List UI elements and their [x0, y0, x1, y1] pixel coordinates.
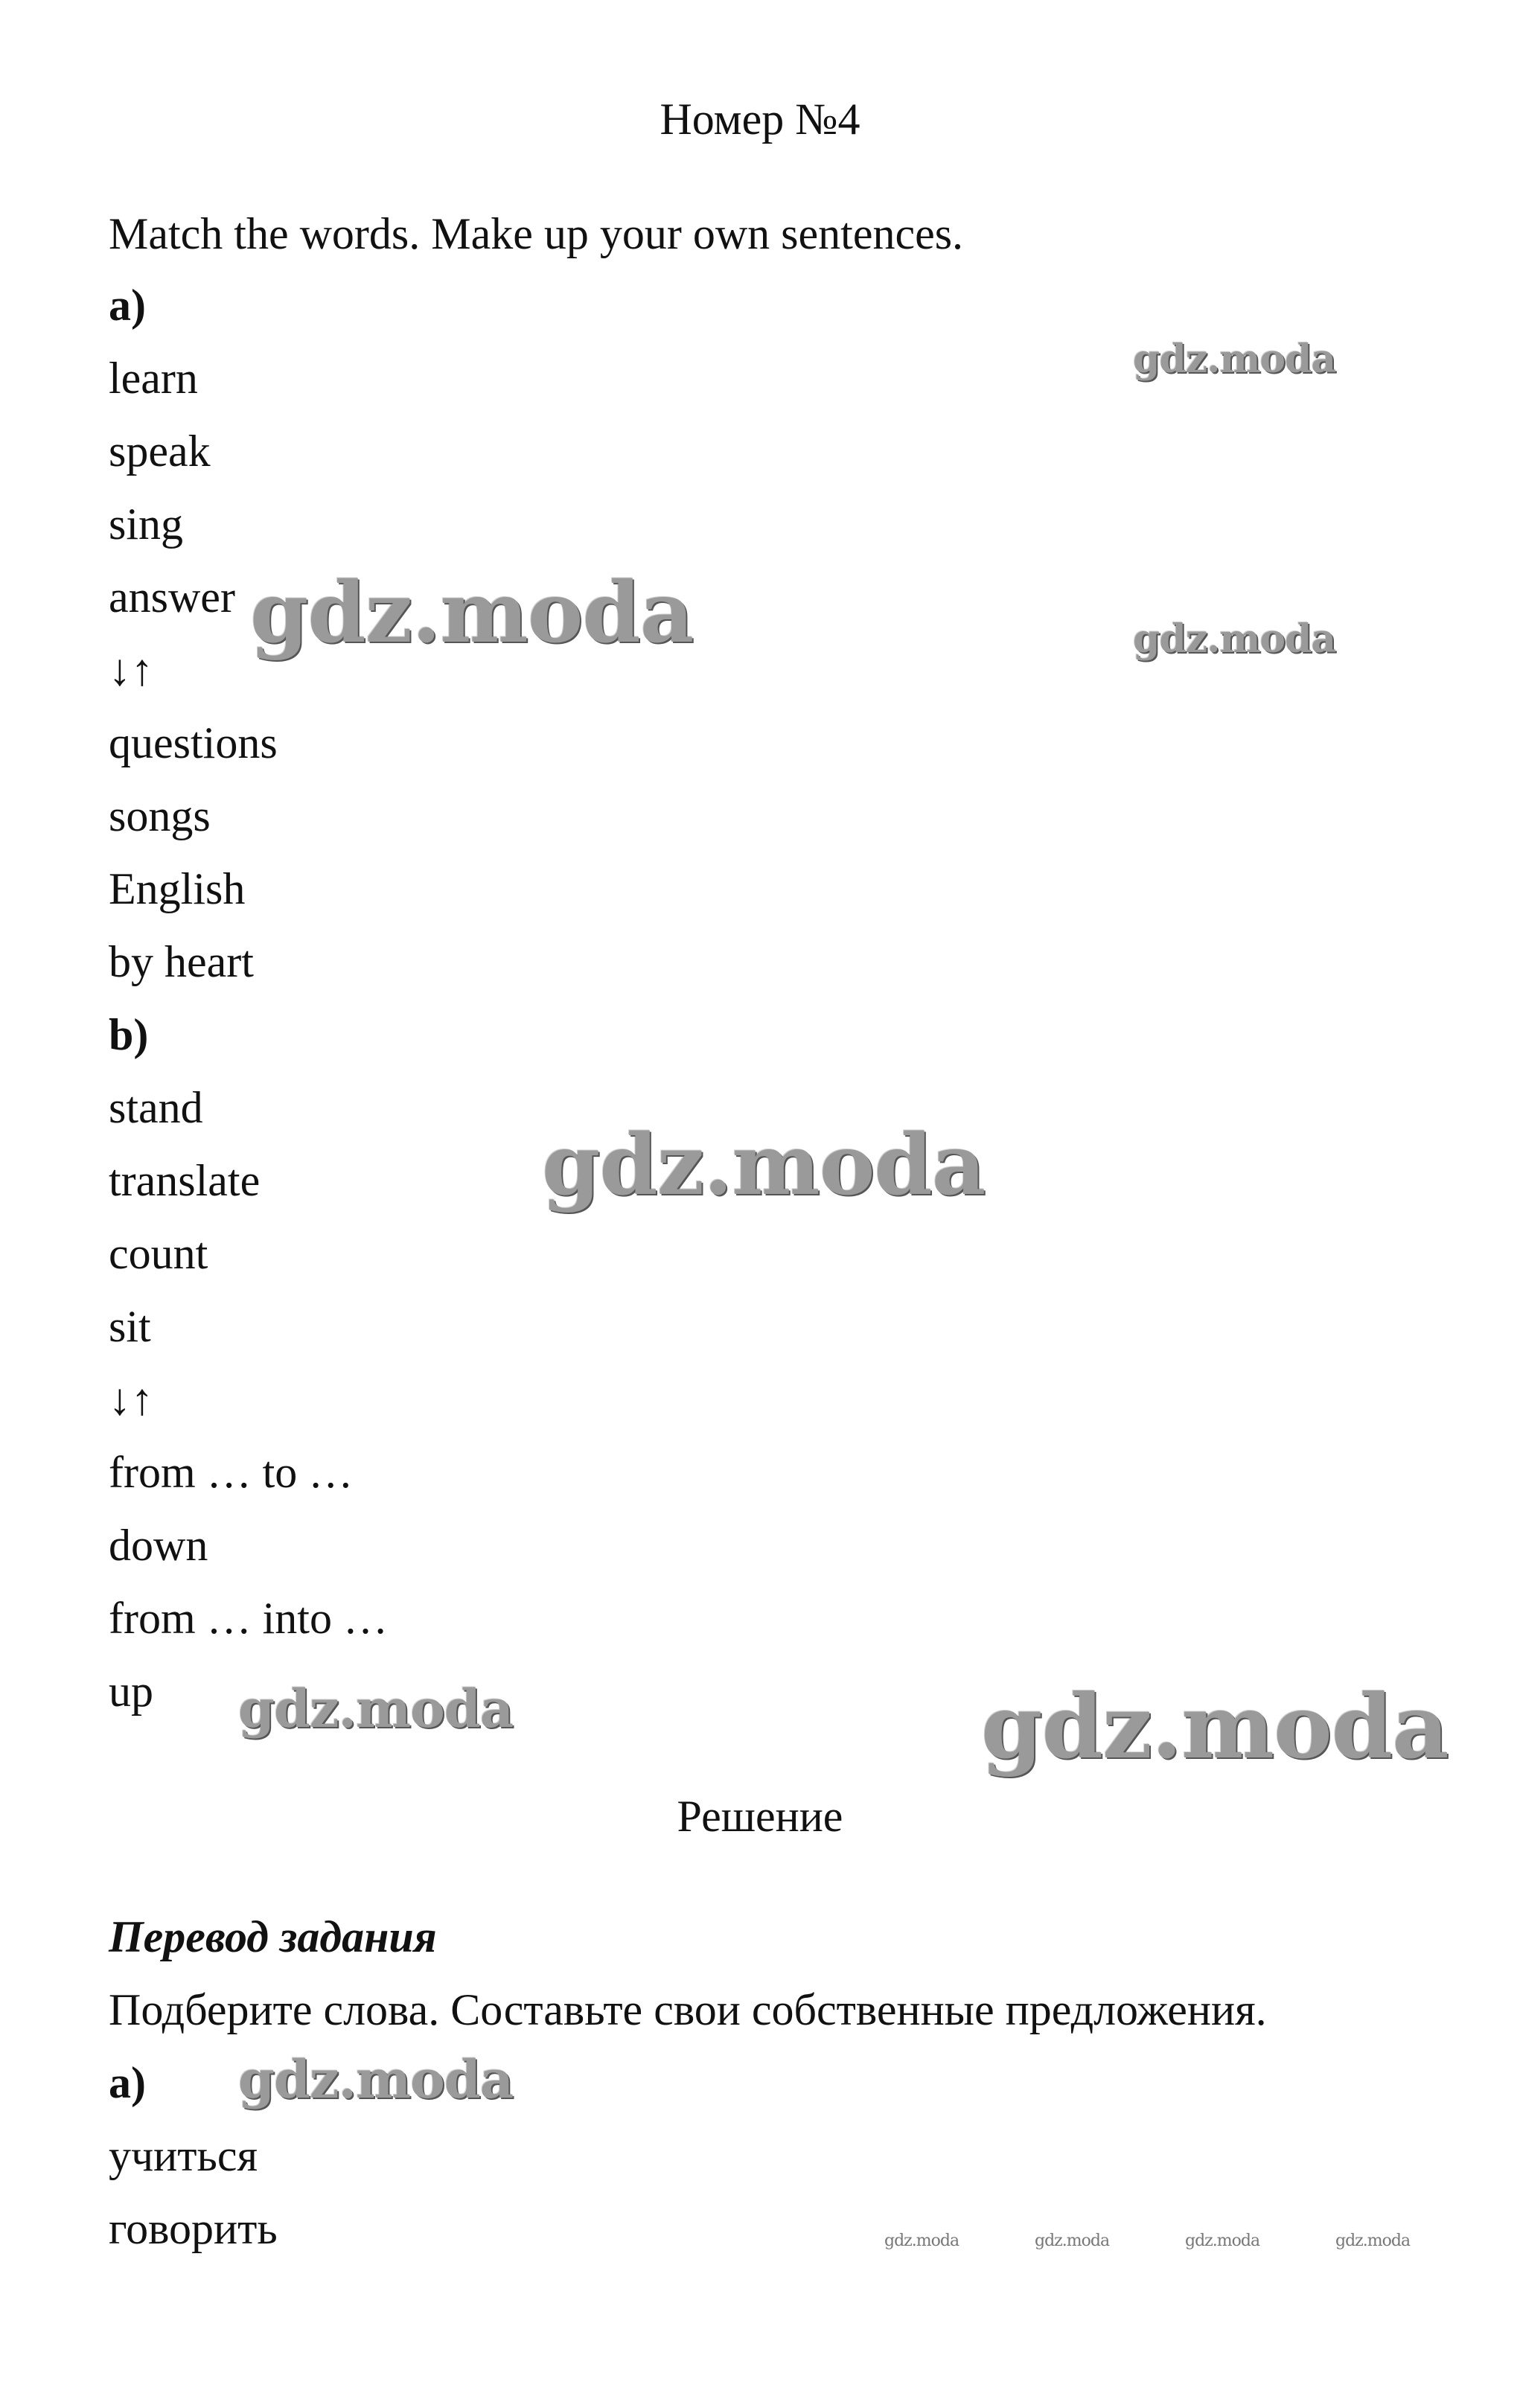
- task-instruction: Match the words. Make up your own sentences.: [109, 209, 964, 258]
- watermark: gdz.moda: [884, 2232, 959, 2250]
- watermark: gdz.moda: [1133, 336, 1336, 382]
- list-item: from … into …: [109, 1594, 388, 1643]
- watermark: gdz.moda: [1185, 2232, 1260, 2250]
- watermark: gdz.moda: [1335, 2232, 1411, 2250]
- part-b-label: b): [109, 1010, 149, 1059]
- watermark: gdz.moda: [981, 1675, 1449, 1778]
- list-item: answer: [109, 572, 235, 622]
- list-item: sit: [109, 1302, 151, 1351]
- list-item: up: [109, 1667, 153, 1716]
- list-item: говорить: [109, 2204, 278, 2253]
- list-item: speak: [109, 427, 211, 476]
- watermark: gdz.moda: [250, 564, 694, 662]
- watermark: gdz.moda: [1133, 616, 1336, 662]
- list-item: translate: [109, 1156, 261, 1205]
- translation-instruction: Подберите слова. Составьте свои собственные предложения.: [109, 1985, 1267, 2034]
- watermark: gdz.moda: [238, 1678, 514, 1740]
- list-item: stand: [109, 1083, 203, 1132]
- match-arrows: ↓↑: [109, 1375, 153, 1424]
- list-item: questions: [109, 718, 278, 767]
- page-title: Номер №4: [660, 95, 860, 144]
- list-item: songs: [109, 791, 211, 840]
- solution-heading: Решение: [677, 1792, 843, 1841]
- list-item: from … to …: [109, 1448, 354, 1497]
- translation-part-a-label: а): [109, 2058, 146, 2107]
- list-item: English: [109, 864, 246, 913]
- list-item: count: [109, 1229, 208, 1278]
- list-item: учиться: [109, 2131, 258, 2180]
- watermark: gdz.moda: [1035, 2232, 1110, 2250]
- part-a-label: a): [109, 281, 146, 330]
- list-item: by heart: [109, 937, 254, 986]
- translation-heading: Перевод задания: [109, 1912, 437, 1961]
- watermark: gdz.moda: [238, 2048, 514, 2110]
- list-item: sing: [109, 499, 184, 549]
- list-item: learn: [109, 354, 198, 403]
- watermark: gdz.moda: [542, 1117, 986, 1214]
- match-arrows: ↓↑: [109, 645, 153, 694]
- list-item: down: [109, 1521, 208, 1570]
